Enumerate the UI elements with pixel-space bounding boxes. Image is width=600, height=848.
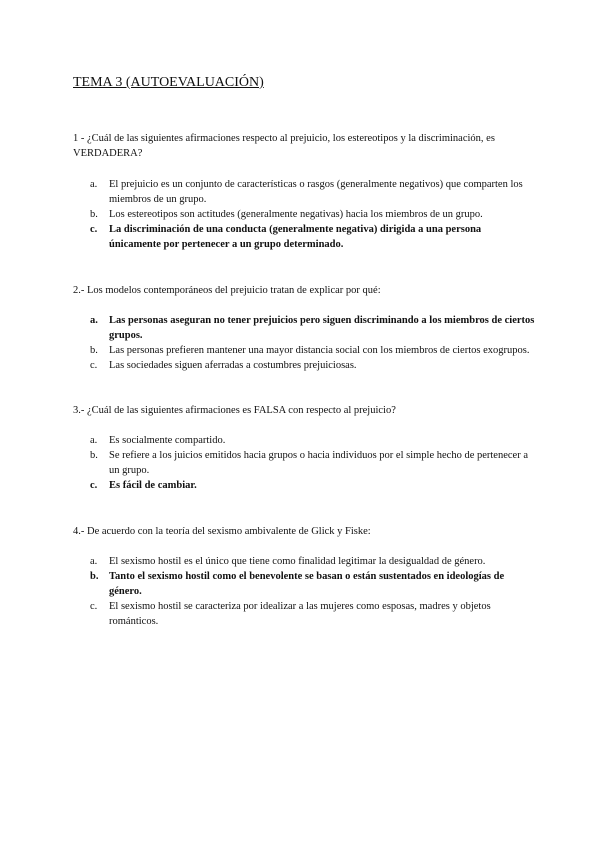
question-text: 1 - ¿Cuál de las siguientes afirmaciones respecto al prejuicio, los estereotipos y la discriminación, es VERDADERA? [73,133,495,159]
option-text: El sexismo hostil es el único que tiene como finalidad legitimar la desigualdad de género. [109,556,486,567]
option-letter: a. [90,435,98,446]
option-text: El sexismo hostil se caracteriza por idealizar a las mujeres como esposas, madres y objetos románticos. [109,601,491,627]
option-text: Es fácil de cambiar. [109,480,197,491]
option-b [90,448,535,478]
option-letter: a. [90,556,98,567]
question-text: 4.- De acuerdo con la teoría del sexismo ambivalente de Glick y Fiske: [73,526,371,537]
option-c-correct [90,478,535,493]
document-title: TEMA 3 (AUTOEVALUACIÓN) [73,75,264,90]
question-1 [73,131,533,161]
question-2 [73,283,533,298]
option-letter: b. [90,571,99,582]
option-text: Las personas aseguran no tener prejuicios pero siguen discriminando a los miembros de ciertos grupos. [109,315,535,341]
question-3-options [90,433,535,493]
option-letter: c. [90,224,98,235]
question-text: 2.- Los modelos contemporáneos del prejuicio tratan de explicar por qué: [73,285,381,296]
option-text: Tanto el sexismo hostil como el benevolente se basan o están sustentados en ideologías de género. [109,571,505,597]
option-b [90,343,535,358]
option-a [90,433,535,448]
option-c-correct [90,222,535,252]
option-letter: b. [90,345,98,356]
option-letter: c. [90,360,98,371]
option-text: Las sociedades siguen aferradas a costumbres prejuiciosas. [109,360,357,371]
option-b [90,207,535,222]
option-a [90,177,535,207]
question-4-options [90,554,535,629]
option-a [90,554,535,569]
option-letter: c. [90,480,98,491]
option-text: Las personas prefieren mantener una mayor distancia social con los miembros de ciertos exogrupos. [109,345,530,356]
option-text: La discriminación de una conducta (generalmente negativa) dirigida a una persona únicamente por pertenecer a un grupo determinado. [109,224,482,250]
option-text: El prejuicio es un conjunto de características o rasgos (generalmente negativos) que comparten los miembros de un grupo. [109,179,523,205]
option-c [90,358,535,373]
option-text: Los estereotipos son actitudes (generalmente negativas) hacia los miembros de un grupo. [109,209,483,220]
question-1-options [90,177,535,252]
option-c [90,599,535,629]
option-b-correct [90,569,535,599]
question-text: 3.- ¿Cuál de las siguientes afirmaciones es FALSA con respecto al prejuicio? [73,405,396,416]
question-4 [73,524,533,539]
option-letter: b. [90,450,98,461]
option-text: Se refiere a los juicios emitidos hacia grupos o hacia individuos por el simple hecho de pertenecer a un grupo. [109,450,528,476]
option-a-correct [90,313,535,343]
option-letter: c. [90,601,98,612]
option-text: Es socialmente compartido. [109,435,226,446]
option-letter: b. [90,209,98,220]
question-2-options [90,313,535,373]
option-letter: a. [90,315,98,326]
question-3 [73,403,533,418]
option-letter: a. [90,179,98,190]
